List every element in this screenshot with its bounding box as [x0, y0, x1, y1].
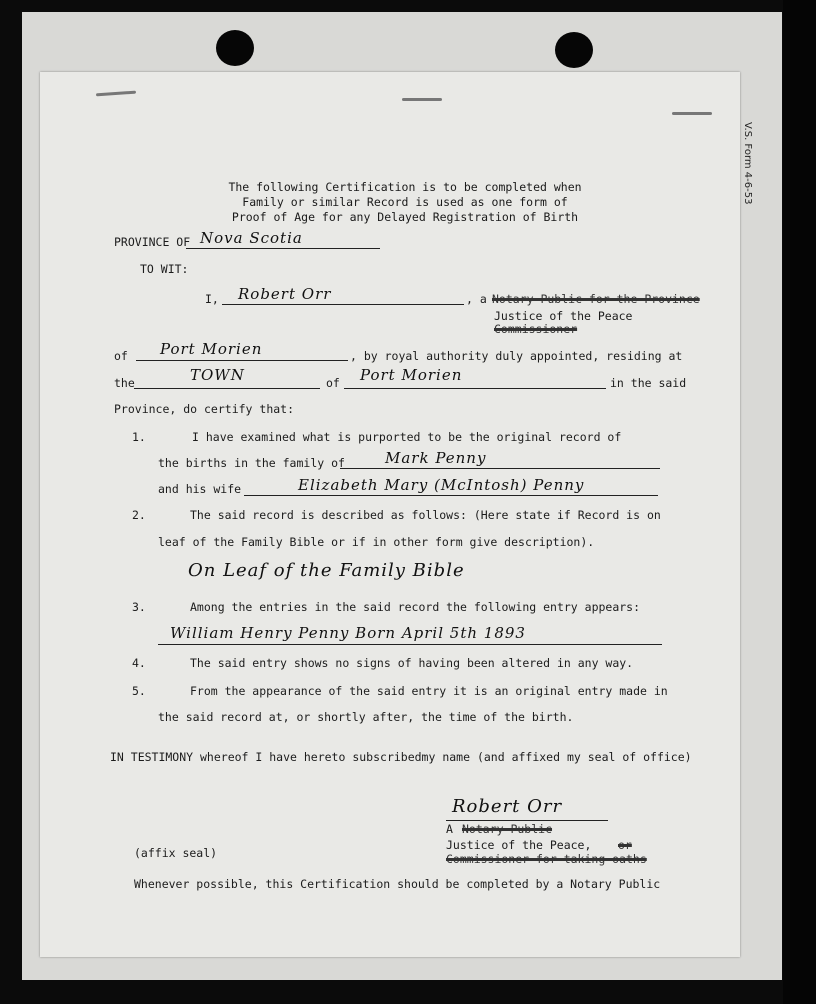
item-4-text: The said entry shows no signs of having been altered in any way.: [190, 656, 634, 670]
i-label: I,: [205, 292, 219, 306]
record-description: On Leaf of the Family Bible: [188, 560, 465, 581]
item-5-text-b: the said record at, or shortly after, the time of the birth.: [158, 710, 574, 724]
item-3-text: Among the entries in the said record the following entry appears:: [190, 600, 641, 614]
in-said-label: in the said: [610, 376, 687, 390]
punch-hole-right: [555, 32, 593, 68]
of-value: Port Morien: [160, 340, 263, 358]
of-line: [136, 360, 348, 361]
sig-notary-struck: Notary Public: [462, 822, 553, 836]
form-code: V.S. Form 4-6-53: [742, 122, 753, 205]
signature-line: [446, 820, 608, 821]
testimony-text: IN TESTIMONY whereof I have hereto subscribedmy name (and affixed my seal of office): [110, 750, 692, 764]
item-2-number: 2.: [132, 508, 146, 522]
wife-name: Elizabeth Mary (McIntosh) Penny: [298, 476, 585, 494]
heading-line-3: Proof of Age for any Delayed Registration of Birth: [231, 210, 579, 224]
of-label: of: [114, 349, 128, 363]
entry-line: [158, 644, 662, 645]
town-line: [134, 388, 320, 389]
certifier-name: Robert Orr: [238, 285, 332, 303]
item-1-family-label: the births in the family of: [158, 456, 345, 470]
place-line: [344, 388, 606, 389]
sig-a-label: A: [446, 822, 453, 836]
heading-line-2: Family or similar Record is used as one form of: [242, 195, 568, 209]
scanner-edge: [783, 0, 816, 1004]
place-value: Port Morien: [360, 366, 463, 384]
item-2-text-b: leaf of the Family Bible or if in other form give description).: [158, 535, 595, 549]
item-1-number: 1.: [132, 430, 146, 444]
item-1-text: I have examined what is purported to be the original record of: [192, 430, 622, 444]
heading-line-1: The following Certification is to be completed when: [228, 180, 582, 194]
staple-middle: [402, 98, 442, 101]
a-label: , a: [466, 292, 487, 306]
province-line: [186, 248, 380, 249]
birth-entry: William Henry Penny Born April 5th 1893: [170, 624, 526, 642]
punch-hole-left: [216, 30, 254, 66]
sig-commissioner-struck: Commissioner for taking oaths: [446, 852, 647, 866]
commissioner-struck: Commissioner: [494, 322, 578, 336]
royal-authority-text: , by royal authority duly appointed, residing at: [350, 349, 683, 363]
item-1-wife-label: and his wife: [158, 482, 242, 496]
wife-line: [244, 495, 658, 496]
footer-note: Whenever possible, this Certification should be completed by a Notary Public: [134, 877, 661, 891]
family-name: Mark Penny: [385, 449, 487, 467]
item-5-number: 5.: [132, 684, 146, 698]
item-4-number: 4.: [132, 656, 146, 670]
justice-label: Justice of the Peace: [494, 309, 633, 323]
item-3-number: 3.: [132, 600, 146, 614]
signature: Robert Orr: [452, 796, 563, 817]
item-5-text-a: From the appearance of the said entry it is an original entry made in: [190, 684, 668, 698]
item-2-text-a: The said record is described as follows: (Here state if Record is on: [190, 508, 661, 522]
town-value: TOWN: [190, 366, 245, 384]
family-line: [340, 468, 660, 469]
sig-or-struck: or: [618, 838, 632, 852]
certifier-line: [222, 304, 464, 305]
staple-right: [672, 112, 712, 115]
province-label: PROVINCE OF: [114, 235, 191, 249]
province-certify: Province, do certify that:: [114, 402, 295, 416]
province-value: Nova Scotia: [200, 229, 303, 247]
notary-struck: Notary Public for the Province: [492, 292, 700, 306]
form-heading: [220, 180, 590, 225]
to-wit-label: TO WIT:: [140, 262, 189, 276]
affix-seal-label: (affix seal): [134, 846, 218, 860]
the-label: the: [114, 376, 135, 390]
sig-justice-label: Justice of the Peace,: [446, 838, 592, 852]
of2-label: of: [326, 376, 340, 390]
